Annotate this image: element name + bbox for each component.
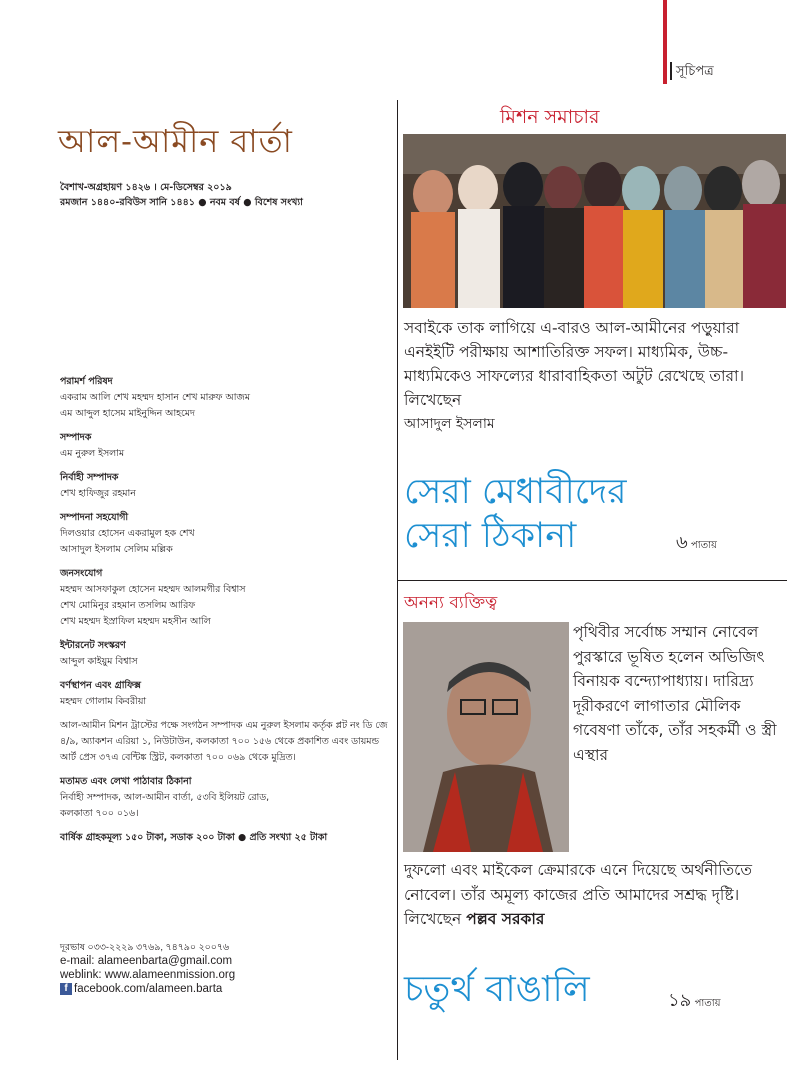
credits-list [60, 374, 390, 710]
headline-line: সেরা ঠিকানা [404, 516, 577, 556]
credit-names: মহম্মদ গোলাম কিবরীয়া [60, 696, 147, 707]
page-number: ১৯ [668, 990, 692, 1011]
credit-section [60, 566, 390, 630]
credit-heading: পরামর্শ পরিষদ [60, 376, 113, 387]
credit-section [60, 374, 390, 422]
feature2-intro: পৃথিবীর সর্বোচ্চ সম্মান নোবেল পুরস্কারে ভূষিত হলেন অভিজিৎ বিনায়ক বন্দ্যোপাধ্যায়। দারিদ্র্য দূরীকরণে লাগাতার মৌলিক গবেষণা তাঁকে, তাঁর সহকর্মী ও স্ত্রী এস্থার [573, 623, 777, 764]
students-group-photo [403, 134, 786, 308]
credit-section [60, 678, 390, 710]
feature2-continuation [404, 858, 786, 932]
feature2-page-ref [668, 986, 721, 1017]
credit-section [60, 510, 390, 558]
credit-section [60, 470, 390, 502]
subscription-info: বার্ষিক গ্রাহকমূল্য ১৫০ টাকা, সডাক ২০০ টাকা ● প্রতি সংখ্যা ২৫ টাকা [60, 832, 328, 843]
headline-line: সেরা মেধাবীদের [404, 472, 627, 512]
magazine-logo: আল-আমীন বার্তা [58, 122, 293, 160]
credit-names: এম আব্দুল হাসেম মাইনুদ্দিন আহমেদ [60, 408, 195, 419]
credit-heading: জনসংযোগ [60, 568, 103, 579]
feature1-caption: সবাইকে তাক লাগিয়ে এ-বারও আল-আমীনের পড়ুয়ারা এনইইটি পরীক্ষায় আশাতিরিক্ত সফল। মাধ্যমিক, উচ্চ-মাধ্যমিকেও সাফল্যের ধারাবাহিকতা অটুট রেখেছে তারা। লিখেছেন [404, 319, 745, 409]
credit-heading: ইন্টারনেট সংস্করণ [60, 640, 126, 651]
feature1-headline [404, 470, 626, 558]
facebook-url: facebook.com/alameen.barta [74, 983, 223, 995]
credit-names: এম নুরুল ইসলাম [60, 448, 125, 459]
page-label: পাতায় [694, 998, 721, 1009]
credit-heading: নির্বাহী সম্পাদক [60, 472, 119, 483]
section-label: সূচিপত্র [676, 64, 714, 79]
credit-heading: সম্পাদক [60, 432, 92, 443]
credit-names: আব্দুল কাইয়ুম বিশ্বাস [60, 656, 138, 667]
feature2-section-title: অনন্য ব্যক্তিত্ব [404, 593, 498, 613]
facebook-icon: f [60, 983, 72, 995]
credit-names: একরাম আলি শেখ মহম্মদ হাসান শেখ মারুফ আজম [60, 392, 250, 403]
web-link[interactable]: weblink: www.alameenmission.org [60, 969, 236, 981]
feature1-section-title: মিশন সমাচার [500, 106, 600, 128]
credit-names: মহম্মদ আসফাকুল হোসেন মহম্মদ আলমগীর বিশ্বাস [60, 584, 246, 595]
credit-names: শেখ হাফিজুর রহমান [60, 488, 136, 499]
portrait-photo [403, 622, 569, 852]
dateline [60, 180, 303, 210]
address-block [60, 774, 390, 822]
section-divider [397, 580, 787, 581]
page-label: পাতায় [690, 540, 717, 551]
feature2-headline: চতুর্থ বাঙালি [404, 969, 590, 1010]
credit-names: আসাদুল ইসলাম সেলিম মল্লিক [60, 544, 173, 555]
address-line: নির্বাহী সম্পাদক, আল-আমীন বার্তা, ৫৩বি ইলিয়ট রোড, [60, 792, 270, 803]
dateline-hijri-calendar: রমজান ১৪৪০-রবিউস সানি ১৪৪১ ● নবম বর্ষ ● বিশেষ সংখ্যা [60, 197, 303, 208]
credit-heading: সম্পাদনা সহযোগী [60, 512, 129, 523]
phone-number: দূরভাষ ০৩৩-২২২৯ ৩৭৬৯, ৭৪৭৯০ ২০০৭৬ [60, 941, 230, 952]
feature1-page-ref [676, 528, 717, 559]
feature2-body: দুফলো এবং মাইকেল ক্রেমারকে এনে দিয়েছে অর্থনীতিতে নোবেল। তাঁর অমূল্য কাজের প্রতি আমাদের সশ্রদ্ধ দৃষ্টি। লিখেছেন [404, 861, 753, 929]
top-accent-bar [663, 0, 667, 84]
credits-column [60, 374, 390, 846]
student-figures [411, 160, 786, 308]
dateline-bengali-calendar: বৈশাখ-অগ্রহায়ণ ১৪২৬ । মে-ডিসেম্বর ২০১৯ [60, 182, 232, 193]
address-heading: মতামত এবং লেখা পাঠাবার ঠিকানা [60, 776, 192, 787]
feature1-byline: আসাদুল ইসলাম [404, 416, 495, 432]
facebook-link[interactable] [60, 982, 235, 996]
credit-section [60, 430, 390, 462]
section-marker [670, 62, 672, 80]
contact-block [60, 940, 235, 996]
feature2-byline: পল্লব সরকার [466, 910, 545, 929]
credit-names: দিলওয়ার হোসেন একরামুল হক শেখ [60, 528, 195, 539]
credit-heading: বর্ণস্থাপন এবং গ্রাফিক্স [60, 680, 141, 691]
credit-names: শেখ মহম্মদ ইস্রাফিল মহম্মদ মহসীন আলি [60, 616, 211, 627]
page-number: ৬ [676, 532, 688, 553]
credit-names: শেখ মোমিনুর রহমান তসলিম আরিফ [60, 600, 196, 611]
email-address: e-mail: alameenbarta@gmail.com [60, 955, 233, 967]
address-line: কলকাতা ৭০০ ০১৬। [60, 808, 139, 819]
publisher-note: আল-আমীন মিশন ট্রাস্টের পক্ষে সংগঠন সম্পাদক এম নুরুল ইসলাম কর্তৃক প্লট নং ডি জে ৪/৯, অ্যাকশন এরিয়া ১, নিউটাউন, কলকাতা ৭০০ ১৫৬ থেকে প্রকাশিত এবং ডায়মন্ড আর্ট প্রেস ৩৭এ বেন্টিঙ্ক স্ট্রিট, কলকাতা ৭০০ ০৬৯ থেকে মুদ্রিত। [60, 720, 388, 763]
credit-section [60, 638, 390, 670]
